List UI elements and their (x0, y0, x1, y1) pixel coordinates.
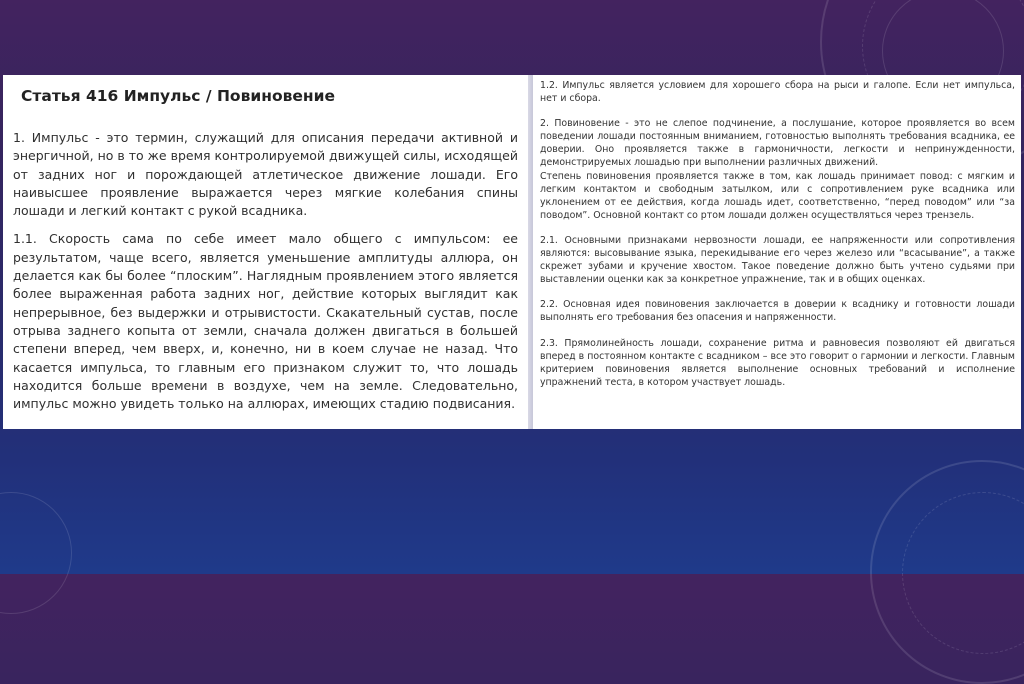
paragraph-obedience: 2. Повиновение - это не слепое подчинение, а послушание, которое проявляется во всем поведении лошади постоянным вниманием, готовностью выполнять требования всадника, ее доверии. Оно проявляется также в гармоничности, легкости и непринужденности, демонстрируемых лошадью при выполнении различных движений. (540, 118, 1015, 169)
paragraph-2-2: 2.2. Основная идея повиновения заключается в доверии к всаднику и готовности лошади выполнять его требования без опасения и напряженности. (540, 299, 1015, 324)
paragraph-obedience-degree: Степень повиновения проявляется также в том, как лошадь принимает повод: с мягким и легким контактом и свободным затылком, или с сопротивлением руке всадника или уклонением от ее действия, когда лошадь идет, соответственно, “перед поводом” или “за поводом”. Основной контакт со ртом лошади должен осуществляться через трензель. (540, 170, 1015, 221)
decorative-ring-bottom-left (0, 492, 72, 614)
paragraph-impulse-definition: 1. Импульс - это термин, служащий для описания передачи активной и энергичной, но в то же время контролируемой движущей силы, исходящей от задних ног и порождающей атлетическое движение лошади. Его наивысшее проявление выражается через мягкие колебания спины лошади и легкий контакт с рукой всадника. (13, 130, 518, 219)
paragraph-1-2: 1.2. Импульс является условием для хорошего сбора на рыси и галопе. Если нет импульса, нет и сбора. (540, 80, 1015, 105)
left-document-panel (3, 75, 528, 429)
paragraph-2-3: 2.3. Прямолинейность лошади, сохранение ритма и равновесия позволяют ей двигаться вперед в постоянном контакте с всадником – все это говорит о гармонии и легкости. Главным критерием повиновения является выполнение основных требований и исполнение упражнений теста, в котором участвует лошадь. (540, 337, 1015, 388)
paragraph-speed: 1.1. Скорость сама по себе имеет мало общего с импульсом: ее результатом, чаще всего, является уменьшение амплитуды аллюра, он делается как бы более “плоским”. Наглядным проявлением этого является более выраженная работа задних ног, действие которых выглядит как непрерывное, без выдержки и отрывистости. Скакательный сустав, после отрыва заднего копыта от земли, сначала должен двигаться в большей степени вперед, чем вверх, и, конечно, ни в коем случае не назад. Что касается импульса, то главным его признаком служит то, что лошадь находится больше времени в воздухе, чем на земле. Следовательно, импульс можно увидеть только на аллюрах, имеющих стадию подвисания. (13, 231, 518, 412)
article-title: Статья 416 Импульс / Повиновение (21, 87, 336, 105)
right-document-panel (533, 75, 1021, 429)
paragraph-2-1: 2.1. Основными признаками нервозности лошади, ее напряженности или сопротивления являются: высовывание языка, перекидывание его через железо или “всасывание”, а также скрежет зубами и кручение хвостом. Такое поведение должно быть учтено судьями при выставлении оценки как за конкретное упражнение, так и в общих оценках. (540, 234, 1015, 286)
